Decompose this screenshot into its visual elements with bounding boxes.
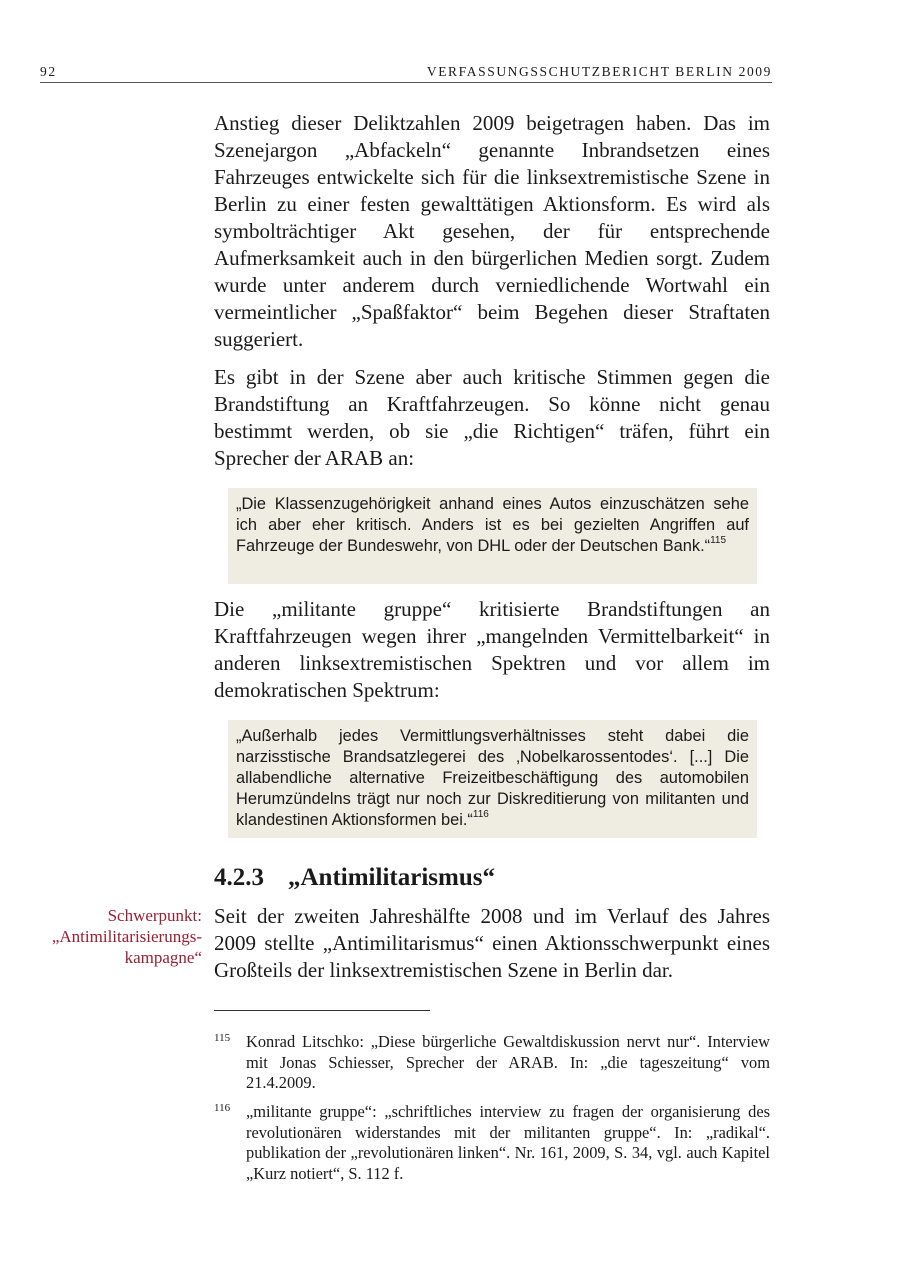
margin-note-line-3: kampagne“ <box>124 948 202 967</box>
footnote-ref-115[interactable]: 115 <box>710 534 727 546</box>
footnote-number: 115 <box>214 1032 231 1044</box>
footnote-number: 116 <box>214 1102 231 1114</box>
paragraph-4-block <box>214 903 770 984</box>
section-heading <box>214 864 495 892</box>
footnote-text: „militante gruppe“: „schriftliches interview zu fragen der organisierung des revolutionären widerstandes mit der militanten gruppe“. In: „radikal“. publikation der „revolutionären linken“. Nr. 161, 2009, S. 34, vgl. auch Kapitel „Kurz notiert“, S. 112 f. <box>246 1102 770 1183</box>
quote-2-text: „Außerhalb jedes Vermittlungsverhältnisses steht dabei die narzisstische Brandsatzlegerei des ‚Nobelkarossentodes‘. [...] Die allabendliche alternative Freizeitbeschäftigung des automobilen Herumzündelns trägt nur noch zur Diskreditierung von militanten und klandestinen Aktionsformen bei.“ <box>236 727 749 829</box>
section-number: 4.2.3 <box>214 864 264 891</box>
quote-box-2 <box>228 720 757 838</box>
footnote-ref-116[interactable]: 116 <box>472 808 489 820</box>
paragraph-1-block <box>214 110 770 353</box>
page-number: 92 <box>40 64 57 79</box>
paragraph-3-block <box>214 596 770 704</box>
margin-note-line-2: „Antimilitarisierungs- <box>51 927 202 946</box>
running-title: VERFASSUNGSSCHUTZBERICHT BERLIN 2009 <box>426 64 772 79</box>
footnote-116 <box>214 1102 770 1184</box>
paragraph-4: Seit der zweiten Jahreshälfte 2008 und im Verlauf des Jahres 2009 stellte „Antimilitarismus“ einen Aktionsschwerpunkt eines Großteils der linksextremistischen Szene in Berlin dar. <box>214 904 770 982</box>
running-header <box>40 64 772 83</box>
margin-note-line-1: Schwerpunkt: <box>107 906 202 925</box>
margin-note <box>52 905 202 968</box>
section-title: „Antimilitarismus“ <box>288 864 495 891</box>
quote-1-text: „Die Klassenzugehörigkeit anhand eines Autos einzuschätzen sehe ich aber eher kritisch. Anders ist es bei gezielten Angriffen auf Fahrzeuge der Bundeswehr, von DHL oder der Deutschen Bank.“ <box>236 495 749 555</box>
footnote-divider <box>214 1010 430 1011</box>
quote-box-1 <box>228 488 757 584</box>
paragraph-2-block <box>214 364 770 472</box>
footnote-text: Konrad Litschko: „Diese bürgerliche Gewaltdiskussion nervt nur“. Interview mit Jonas Schiesser, Sprecher der ARAB. In: „die tageszeitung“ vom 21.4.2009. <box>246 1032 770 1092</box>
paragraph-1: Anstieg dieser Deliktzahlen 2009 beigetragen haben. Das im Szenejargon „Abfackeln“ genannte Inbrandsetzen eines Fahrzeuges entwickelte sich für die linksextremistische Szene in Berlin zu einer festen gewalttätigen Aktionsform. Es wird als symbolträchtiger Akt gesehen, der für entsprechende Aufmerksamkeit auch in den bürgerlichen Medien sorgt. Zudem wurde unter anderem durch verniedlichende Wortwahl ein vermeintlicher „Spaßfaktor“ beim Begehen dieser Straftaten suggeriert. <box>214 111 770 351</box>
paragraph-2: Es gibt in der Szene aber auch kritische Stimmen gegen die Brandstiftung an Kraftfahrzeugen. So könne nicht genau bestimmt werden, ob sie „die Richtigen“ träfen, führt ein Sprecher der ARAB an: <box>214 365 770 470</box>
footnote-115 <box>214 1032 770 1094</box>
paragraph-3: Die „militante gruppe“ kritisierte Brandstiftungen an Kraftfahrzeugen wegen ihrer „mangelnden Vermittelbarkeit“ in anderen linksextremistischen Spektren und vor allem im demokratischen Spektrum: <box>214 597 770 702</box>
